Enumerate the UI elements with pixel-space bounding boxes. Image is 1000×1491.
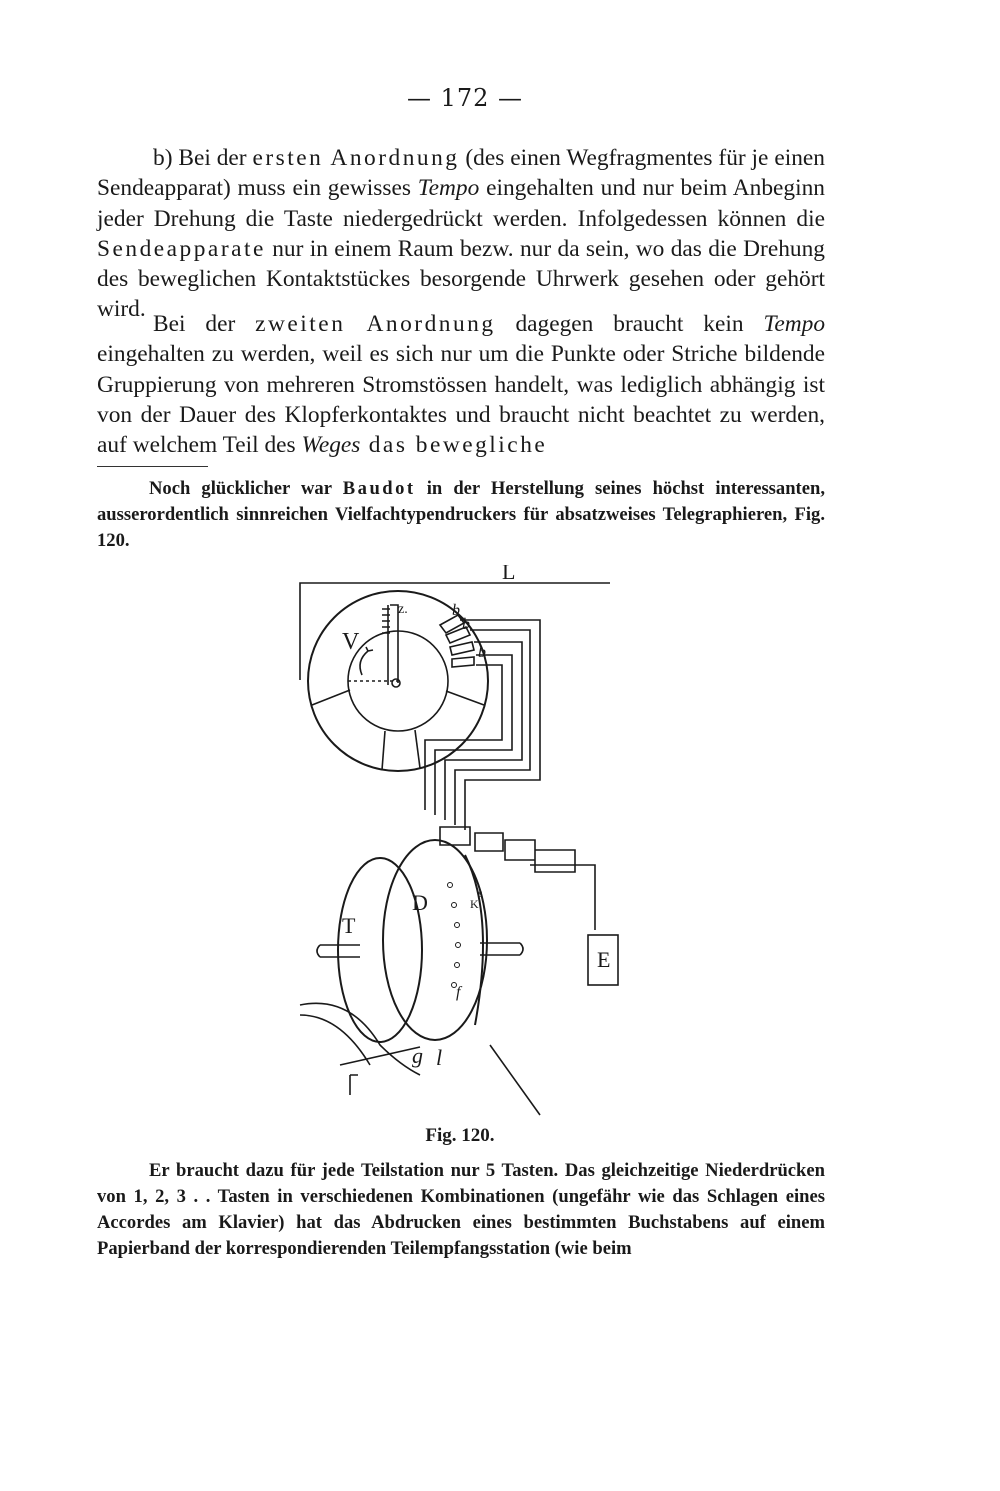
italic-term: Tempo: [763, 311, 826, 337]
spaced-term: Baudot: [342, 478, 416, 499]
text-run: in der Herstellung seines höchst interessanten, ausserordentlich sinnreichen Vielfachtypendruckers für absatzweises Telegraphieren, Fig. 120.: [97, 478, 825, 551]
text-run: eingehalten und nur beim Anbeginn jeder Drehung die Taste niedergedrückt werden. Infolgedessen können die: [97, 175, 825, 232]
label-e: E: [597, 947, 611, 972]
text-run: Noch glücklicher war: [149, 478, 343, 499]
baudot-apparatus-figure: [290, 565, 630, 1125]
label-b: b: [452, 602, 460, 619]
text-run: (des einen Wegfragmentes für je einen Sendeapparat) muss ein gewisses: [97, 145, 825, 202]
figure-caption: Fig. 120.: [425, 1125, 495, 1146]
shaft: [317, 943, 523, 957]
comb-z: [382, 605, 398, 685]
label-b: b: [478, 644, 486, 661]
text-run: dagegen braucht kein: [495, 311, 764, 337]
label-v: V: [342, 629, 360, 655]
text-run: nur in einem Raum bezw. nur da sein, wo das die Drehung des beweglichen Kontaktstückes besorgende Uhrwerk gesehen oder gehört wird.: [97, 235, 825, 323]
disc-t: [338, 858, 422, 1042]
text-run: Bei der: [153, 311, 256, 337]
paragraph-2: [97, 309, 825, 460]
label-l-lower: l: [436, 1045, 443, 1070]
label-g: g: [412, 1043, 423, 1068]
paragraph-1: [97, 143, 825, 325]
label-z: z.: [398, 602, 408, 617]
italic-term: Tempo: [417, 175, 480, 202]
label-k: K: [470, 897, 479, 911]
label-l: L: [502, 565, 516, 584]
footnote: [97, 476, 825, 554]
italic-term: Weges: [301, 432, 361, 459]
page-number: — 172 —: [406, 84, 524, 112]
spaced-term: ersten Anordnung: [252, 145, 460, 171]
text-run: b) Bei der: [153, 145, 253, 171]
label-f: f: [456, 984, 461, 1001]
spaced-term: das bewegliche: [360, 432, 548, 459]
wheel-holes: [448, 883, 461, 988]
label-d: D: [412, 890, 428, 915]
spaced-term: zweiten Anordnung: [255, 311, 496, 337]
lower-paragraph: Er braucht dazu für jede Teilstation nur 5 Tasten. Das gleichzeitige Niederdrücken von 1, 2, 3 . . Tasten in verschiedenen Kombinationen (ungefähr wie das Schlagen eines Accordes am Klavier) hat das Abdrucken eines bestimmten Buchstabens auf einem Papierband der korrespondierenden Teilempfangsstation (wie beim: [97, 1160, 825, 1259]
label-s: s: [478, 886, 483, 900]
spaced-term: Sendeapparate: [97, 235, 266, 262]
rotation-arrow: [360, 647, 373, 675]
label-t: T: [342, 913, 356, 938]
footnote-rule: [97, 466, 208, 467]
wire-e: [530, 865, 595, 930]
text-run: eingehalten zu werden, weil es sich nur um die Punkte oder Striche bildende Gruppierung von mehreren Stromstössen handelt, was lediglich abhängig ist von der Dauer des Klopferkontaktes und braucht nicht beachtet zu werden, auf welchem Teil des: [97, 341, 825, 459]
label-b: b: [462, 616, 470, 633]
